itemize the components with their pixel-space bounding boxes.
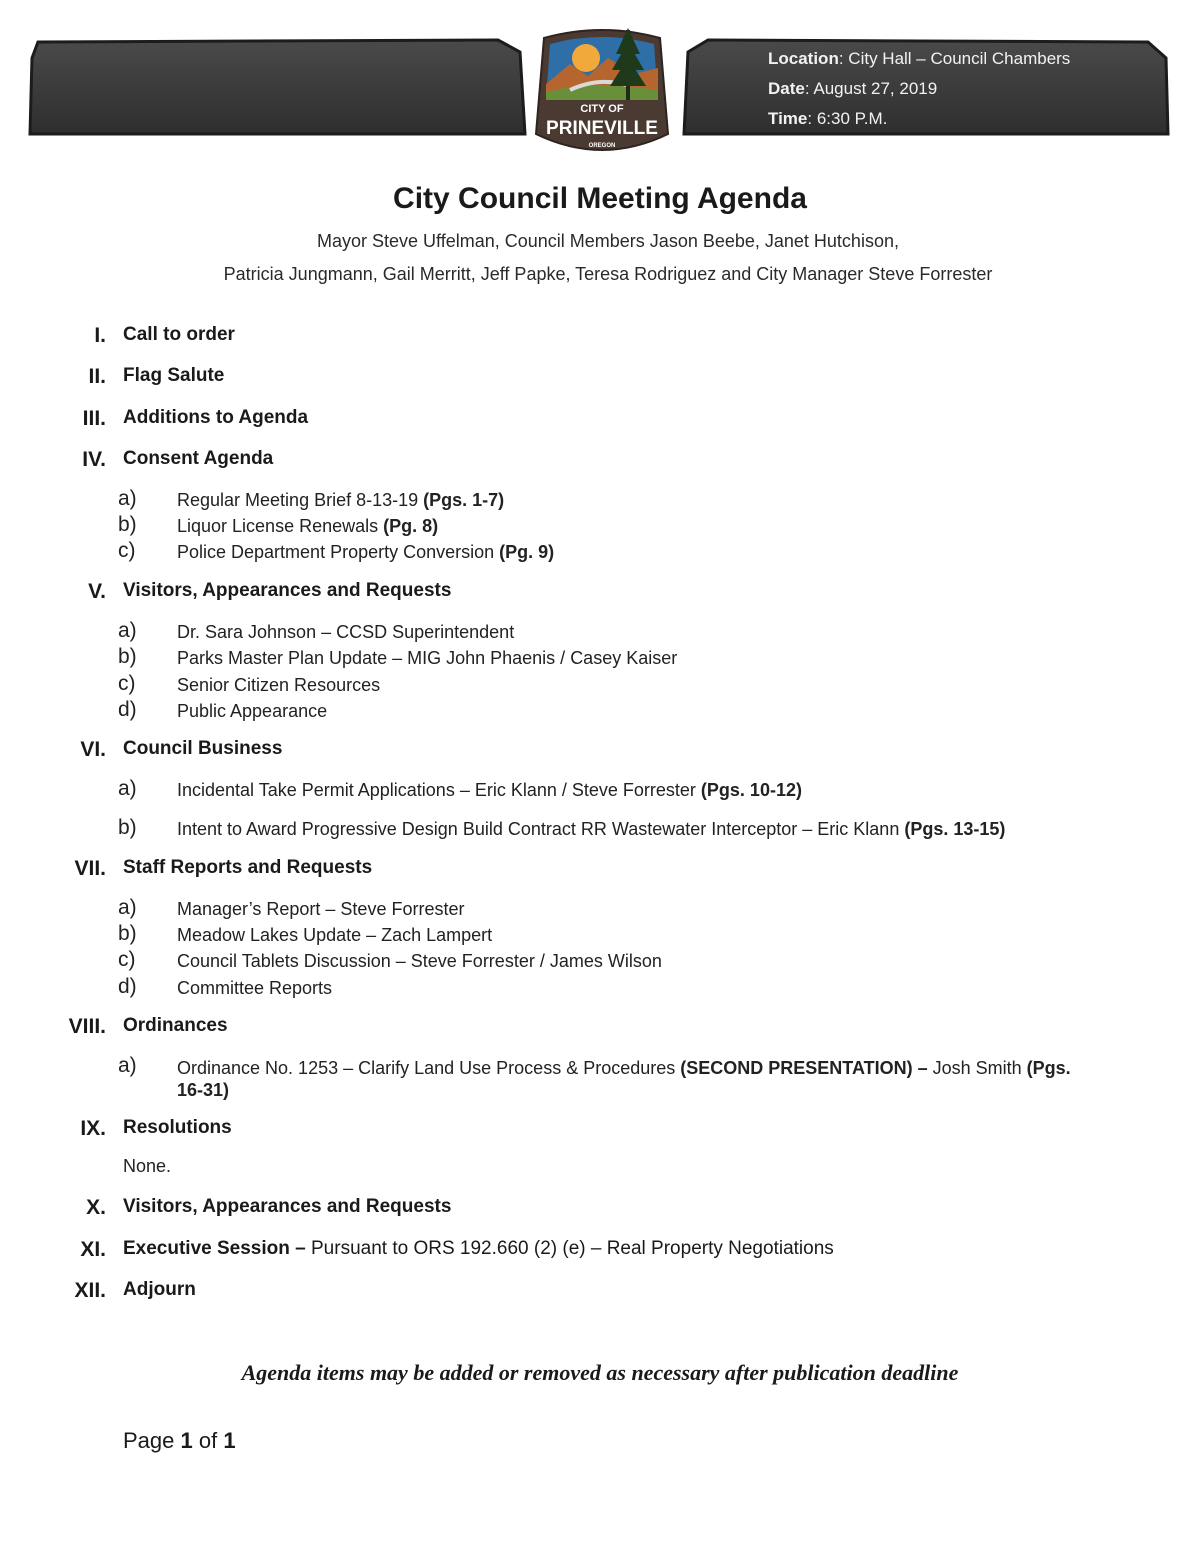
section-number: V. (88, 580, 106, 603)
section-number: III. (82, 407, 106, 430)
section-number: VIII. (68, 1015, 106, 1038)
section-number: IV. (82, 448, 106, 471)
members-line-2: Patricia Jungmann, Gail Merritt, Jeff Papke, Teresa Rodriguez and City Manager Steve Forrester (223, 264, 993, 284)
section-consent-agenda (0, 448, 1200, 474)
section-number: IX. (80, 1117, 106, 1140)
section-number: I. (94, 324, 106, 347)
section-number: VI. (80, 738, 106, 761)
section-title: Call to order (123, 324, 235, 345)
section-title: Council Business (123, 738, 283, 759)
section-title: Staff Reports and Requests (123, 857, 373, 878)
section-call-to-order (0, 324, 1200, 350)
logo-text-prineville: PRINEVILLE (546, 118, 658, 139)
meeting-info (768, 44, 1070, 134)
section-title: Flag Salute (123, 365, 225, 386)
page-title: City Council Meeting Agenda (393, 182, 807, 215)
section-number: II. (88, 365, 106, 388)
page-number: Page 1 of 1 (123, 1428, 236, 1453)
section-title: Adjourn (123, 1279, 196, 1300)
section-number: VII. (74, 857, 106, 880)
section-executive-session (0, 1238, 1200, 1264)
section-title: Visitors, Appearances and Requests (123, 1196, 452, 1217)
footer-note: Agenda items may be added or removed as necessary after publication deadline (241, 1360, 959, 1385)
section-visitors-2 (0, 1196, 1200, 1222)
section-title: Resolutions (123, 1117, 232, 1138)
section-council-business (0, 738, 1200, 764)
members-line-1: Mayor Steve Uffelman, Council Members Jason Beebe, Janet Hutchison, (317, 231, 899, 251)
logo-text-oregon: OREGON (588, 143, 616, 149)
date-line: Date: August 27, 2019 (768, 79, 938, 98)
section-adjourn (0, 1279, 1200, 1305)
section-number: XII. (74, 1279, 106, 1302)
section-resolutions (0, 1117, 1200, 1143)
section-ordinances (0, 1015, 1200, 1041)
section-title: Executive Session – (123, 1238, 311, 1259)
time-line: Time: 6:30 P.M. (768, 109, 888, 128)
logo-text-cityof: CITY OF (580, 103, 624, 115)
resolutions-none: None. (123, 1156, 172, 1176)
section-title: Consent Agenda (123, 448, 274, 469)
section-title: Visitors, Appearances and Requests (123, 580, 452, 601)
section-additions (0, 407, 1200, 433)
section-visitors (0, 580, 1200, 606)
section-flag-salute (0, 365, 1200, 391)
section-title: Ordinances (123, 1015, 228, 1036)
location-line: Location: City Hall – Council Chambers (768, 49, 1071, 68)
city-logo (530, 24, 674, 160)
section-staff-reports (0, 857, 1200, 883)
section-number: XI. (80, 1238, 106, 1261)
section-title: Additions to Agenda (123, 407, 309, 428)
section-number: X. (86, 1196, 106, 1219)
header-banner-left (28, 38, 528, 136)
section-note: Pursuant to ORS 192.660 (2) (e) – Real Property Negotiations (311, 1238, 834, 1259)
